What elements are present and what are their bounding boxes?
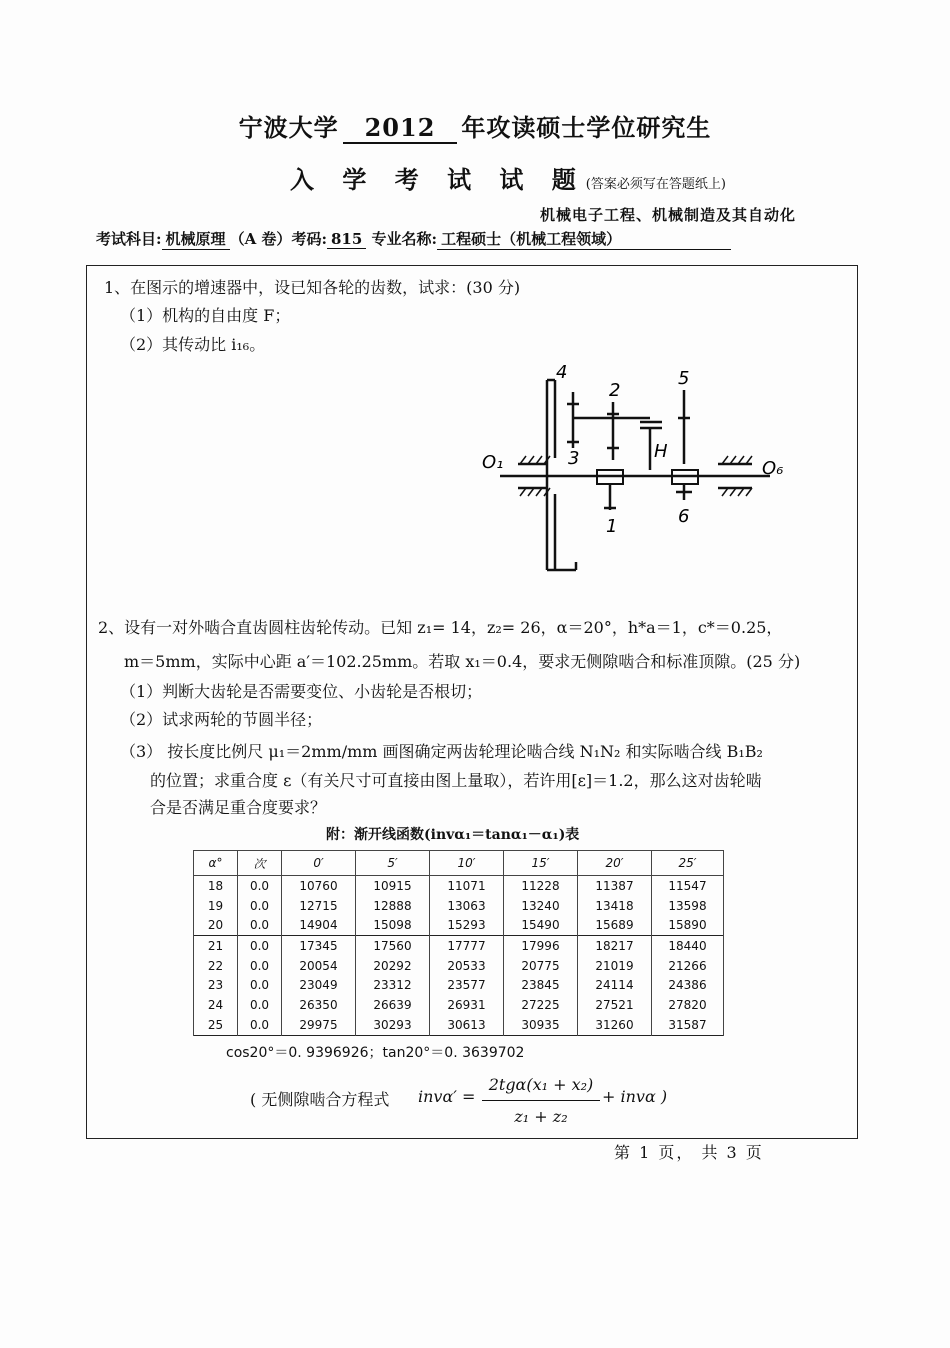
table-header-cell: 次 xyxy=(238,851,282,876)
table-cell: 21 xyxy=(194,936,238,956)
table-cell: 17996 xyxy=(504,936,578,956)
table-cell: 27521 xyxy=(578,995,652,1015)
q2-part3b: 的位置；求重合度 ε（有关尺寸可直接由图上量取），若许用[ε]＝1.2，那么这对齿轮啮 xyxy=(150,771,762,790)
table-cell: 24386 xyxy=(652,975,724,995)
table-cell: 22 xyxy=(194,956,238,976)
table-cell: 26639 xyxy=(356,995,430,1015)
trig-constants: cos20°＝0. 9396926；tan20°＝0. 3639702 xyxy=(226,1045,525,1061)
table-cell: 20292 xyxy=(356,956,430,976)
table-header-cell: 20′ xyxy=(578,851,652,876)
table-cell: 0.0 xyxy=(238,975,282,995)
table-header-cell: 25′ xyxy=(652,851,724,876)
q2-part2: （2）试求两轮的节圆半径； xyxy=(120,710,323,729)
table-cell: 24114 xyxy=(578,975,652,995)
table-row xyxy=(194,956,724,976)
table-row xyxy=(194,896,724,916)
table-cell: 26931 xyxy=(430,995,504,1015)
q1-part2: （2）其传动比 i₁₆。 xyxy=(120,335,266,354)
gear-train-diagram xyxy=(470,360,800,585)
table-cell: 23845 xyxy=(504,975,578,995)
table-cell: 24 xyxy=(194,995,238,1015)
q2-part3a: （3） 按长度比例尺 μ₁＝2mm/mm 画图确定两齿轮理论啮合线 N₁N₂ 和实际啮合线 B₁B₂ xyxy=(120,742,763,761)
table-cell: 23 xyxy=(194,975,238,995)
table-cell: 30935 xyxy=(504,1015,578,1035)
exam-subtitle: 入 学 考 试 试 题(答案必须写在答题纸上) xyxy=(290,165,726,194)
label-O6: O₆ xyxy=(762,458,784,479)
table-cell: 13598 xyxy=(652,896,724,916)
table-cell: 30293 xyxy=(356,1015,430,1035)
table-cell: 0.0 xyxy=(238,915,282,935)
table-header-cell: 10′ xyxy=(430,851,504,876)
table-cell: 21266 xyxy=(652,956,724,976)
table-cell: 29975 xyxy=(282,1015,356,1035)
table-cell: 11228 xyxy=(504,876,578,896)
label-O1: O₁ xyxy=(482,452,504,473)
table-cell: 0.0 xyxy=(238,876,282,896)
q2-line1: 2、设有一对外啮合直齿圆柱齿轮传动。已知 z₁= 14，z₂= 26，α＝20°，h*a＝1，c*＝0.25， xyxy=(98,618,783,637)
label-gear-4: 4 xyxy=(556,362,568,383)
title-rest: 年攻读硕士学位研究生 xyxy=(461,113,712,142)
table-header-cell: 15′ xyxy=(504,851,578,876)
formula-lhs: invα′ = xyxy=(418,1087,476,1106)
table-cell: 11387 xyxy=(578,876,652,896)
table-header-cell: α° xyxy=(194,851,238,876)
table-cell: 0.0 xyxy=(238,956,282,976)
table-header-cell: 5′ xyxy=(356,851,430,876)
label-gear-6: 6 xyxy=(678,506,690,527)
q2-part1: （1）判断大齿轮是否需要变位、小齿轮是否根切； xyxy=(120,682,483,701)
fraction-bar xyxy=(482,1100,600,1101)
q1-part1: （1）机构的自由度 F； xyxy=(120,306,291,325)
table-cell: 10915 xyxy=(356,876,430,896)
formula-prefix: ( 无侧隙啮合方程式 xyxy=(250,1090,390,1109)
involute-table xyxy=(193,850,724,1036)
table-cell: 17345 xyxy=(282,936,356,956)
table-header-row xyxy=(194,851,724,876)
major-line2: 工程硕士（机械工程领域） xyxy=(437,228,731,250)
subject: 机械原理 xyxy=(162,228,230,250)
exam-info-line: 考试科目: 机械原理 （A 卷）考码: 815 专业名称: 工程硕士（机械工程领域） xyxy=(96,228,830,250)
subtitle-note: (答案必须写在答题纸上) xyxy=(585,177,726,192)
formula-tail: + invα ) xyxy=(602,1087,668,1106)
table-cell: 19 xyxy=(194,896,238,916)
table-cell: 14904 xyxy=(282,915,356,935)
table-cell: 27820 xyxy=(652,995,724,1015)
table-cell: 30613 xyxy=(430,1015,504,1035)
table-cell: 15689 xyxy=(578,915,652,935)
formula-denominator: z₁ + z₂ xyxy=(514,1107,568,1126)
table-cell: 18 xyxy=(194,876,238,896)
label-gear-1: 1 xyxy=(606,516,618,537)
table-cell: 25 xyxy=(194,1015,238,1035)
table-header-cell: 0′ xyxy=(282,851,356,876)
table-cell: 12888 xyxy=(356,896,430,916)
table-cell: 11547 xyxy=(652,876,724,896)
table-cell: 10760 xyxy=(282,876,356,896)
table-cell: 15098 xyxy=(356,915,430,935)
exam-year: 2012 xyxy=(343,113,458,144)
q2-line2: m＝5mm，实际中心距 a′＝102.25mm。若取 x₁＝0.4，要求无侧隙啮合和标准顶隙。(25 分) xyxy=(124,652,801,671)
label-carrier-H: H xyxy=(654,441,668,462)
table-row xyxy=(194,975,724,995)
table-cell: 20533 xyxy=(430,956,504,976)
exam-title xyxy=(0,108,950,144)
table-row xyxy=(194,995,724,1015)
table-cell: 23577 xyxy=(430,975,504,995)
table-cell: 15490 xyxy=(504,915,578,935)
label-gear-2: 2 xyxy=(609,380,621,401)
table-cell: 31260 xyxy=(578,1015,652,1035)
q2-part3c: 合是否满足重合度要求？ xyxy=(150,798,327,817)
table-cell: 15890 xyxy=(652,915,724,935)
table-cell: 23049 xyxy=(282,975,356,995)
q1-stem: 1、在图示的增速器中，设已知各轮的齿数，试求：(30 分) xyxy=(104,278,521,297)
paper: （A 卷） xyxy=(229,230,292,248)
table-row xyxy=(194,936,724,956)
table-cell: 17777 xyxy=(430,936,504,956)
table-cell: 18217 xyxy=(578,936,652,956)
table-cell: 18440 xyxy=(652,936,724,956)
table-cell: 13240 xyxy=(504,896,578,916)
table-row xyxy=(194,1015,724,1035)
table-row xyxy=(194,876,724,896)
table-cell: 13063 xyxy=(430,896,504,916)
table-cell: 31587 xyxy=(652,1015,724,1035)
table-cell: 17560 xyxy=(356,936,430,956)
table-cell: 12715 xyxy=(282,896,356,916)
table-cell: 20775 xyxy=(504,956,578,976)
page-footer: 第 1 页， 共 3 页 xyxy=(614,1143,764,1162)
exam-code: 815 xyxy=(327,230,366,249)
table-cell: 23312 xyxy=(356,975,430,995)
formula-numerator: 2tgα(x₁ + x₂) xyxy=(488,1075,594,1094)
table-cell: 0.0 xyxy=(238,995,282,1015)
label-gear-5: 5 xyxy=(678,368,690,389)
label-gear-3: 3 xyxy=(568,448,580,469)
table-cell: 15293 xyxy=(430,915,504,935)
major-line1: 机械电子工程、机械制造及其自动化 xyxy=(540,206,797,224)
table-cell: 20 xyxy=(194,915,238,935)
table-cell: 20054 xyxy=(282,956,356,976)
table-cell: 26350 xyxy=(282,995,356,1015)
table-cell: 13418 xyxy=(578,896,652,916)
table-cell: 27225 xyxy=(504,995,578,1015)
table-title: 附：渐开线函数(invα₁＝tanα₁－α₁)表 xyxy=(326,827,580,843)
table-cell: 0.0 xyxy=(238,896,282,916)
table-cell: 21019 xyxy=(578,956,652,976)
table-cell: 11071 xyxy=(430,876,504,896)
table-cell: 0.0 xyxy=(238,936,282,956)
school-name: 宁波大学 xyxy=(238,113,339,142)
table-row xyxy=(194,915,724,935)
table-cell: 0.0 xyxy=(238,1015,282,1035)
